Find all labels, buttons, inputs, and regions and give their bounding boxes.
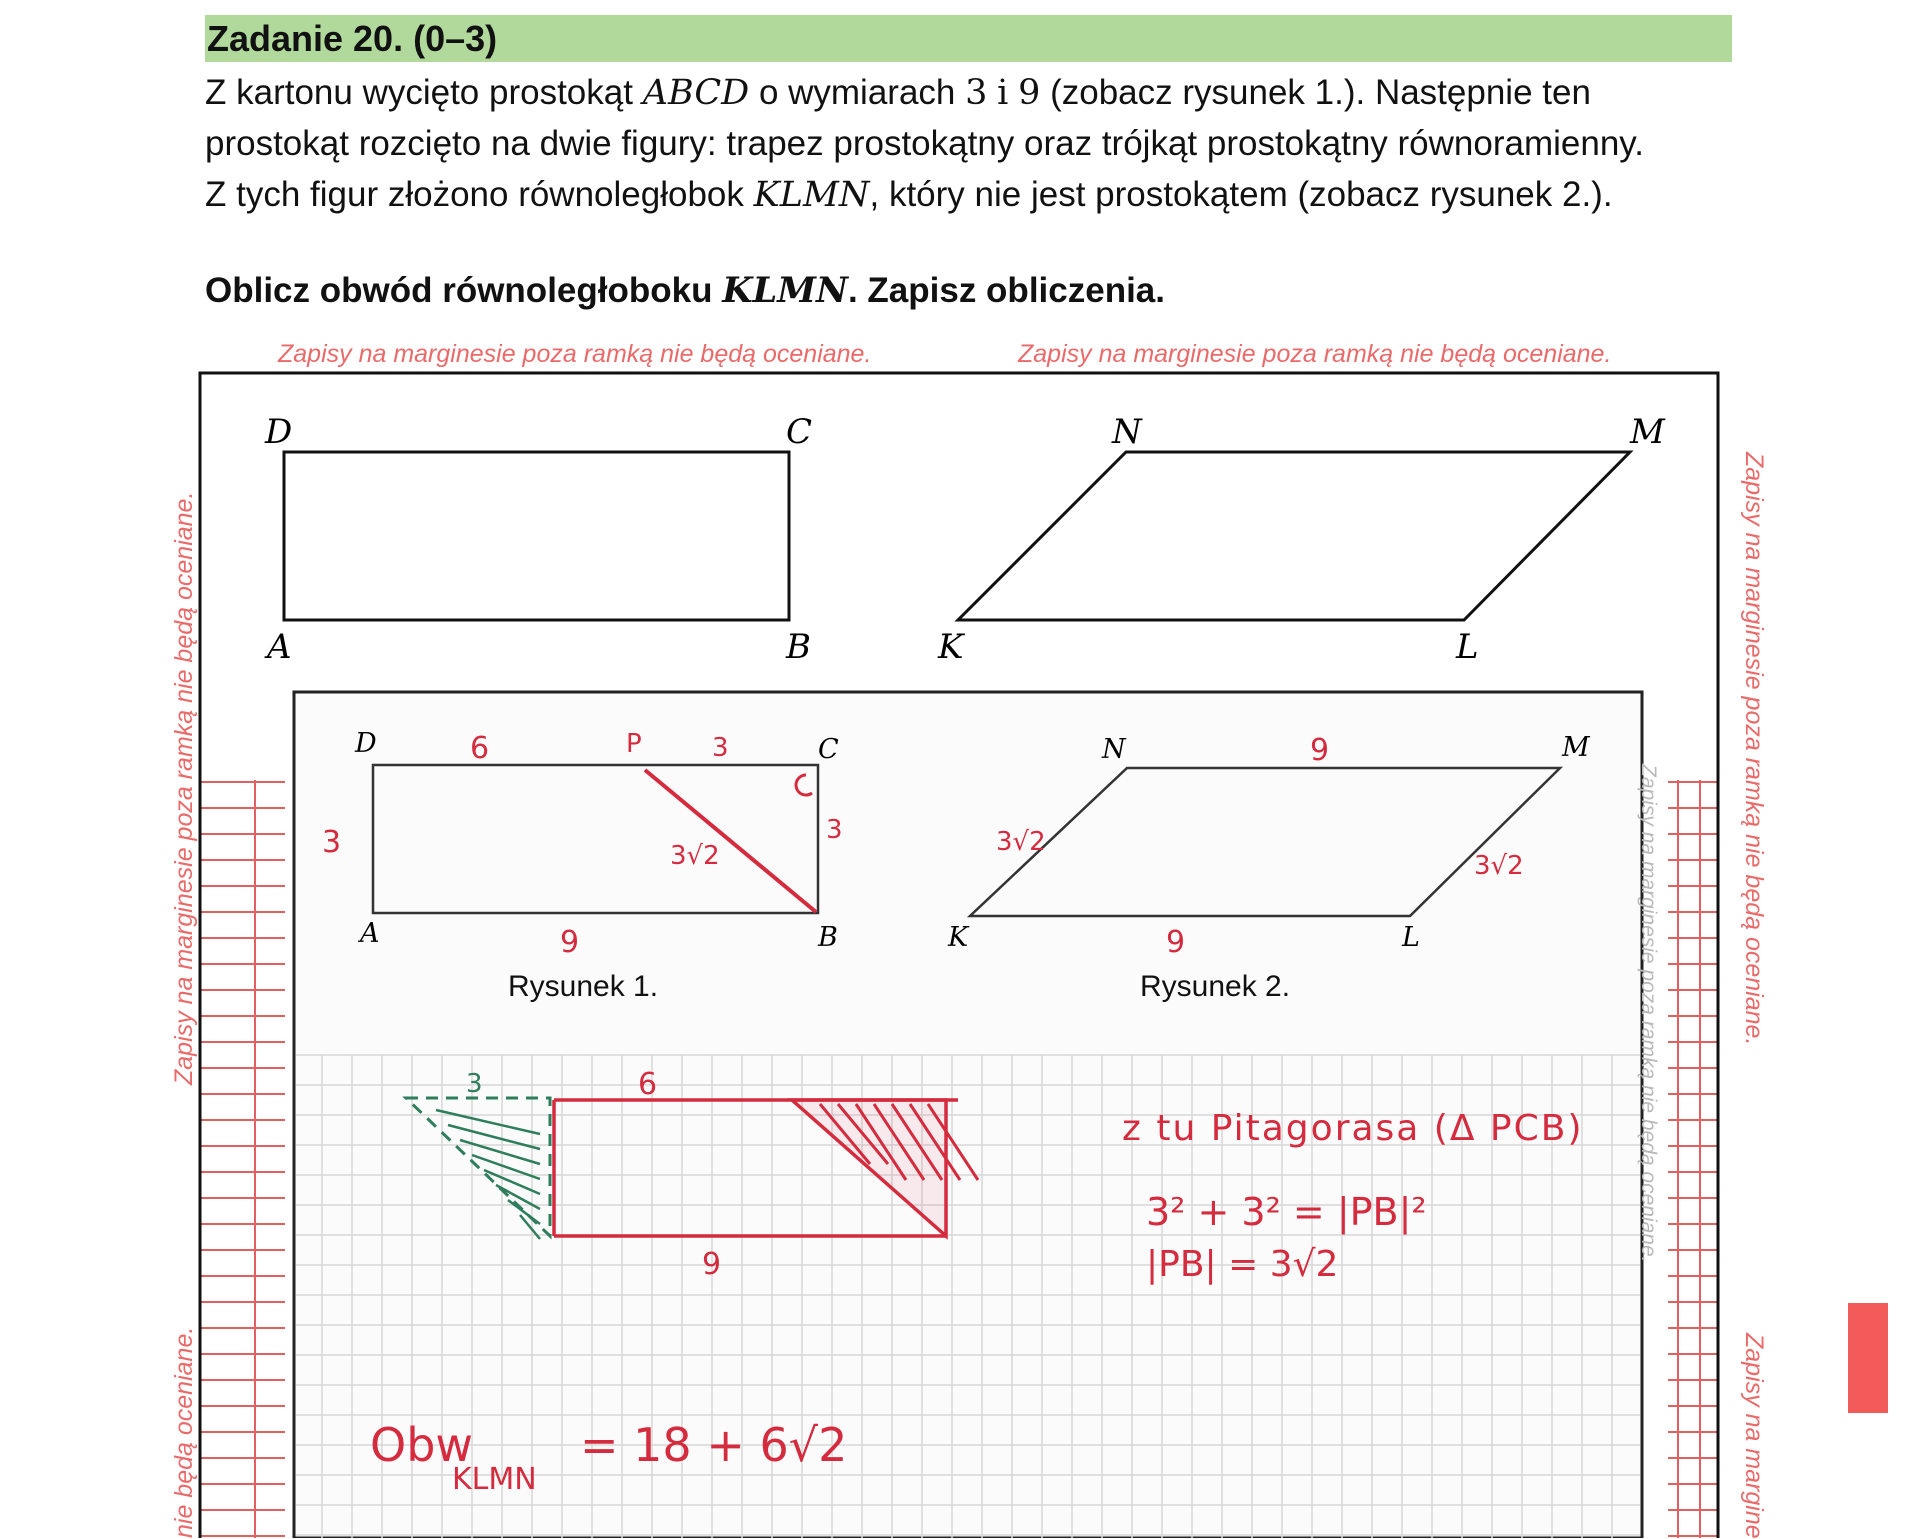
intro-text: , który nie jest prostokątem (zobacz rysunek 2.). xyxy=(869,175,1613,214)
result-value: = 18 + 6√2 xyxy=(580,1418,848,1472)
margin-note-top-left: Zapisy na marginesie poza ramką nie będą oceniane. xyxy=(278,340,872,368)
dimension-value: 9 xyxy=(1018,73,1041,113)
sketch-note-6: 6 xyxy=(638,1067,658,1102)
intro-line-2: prostokąt rozcięto na dwie figury: trapez prostokątny oraz trójkąt prostokątny równoramienny. xyxy=(205,124,1644,163)
note-point-p: P xyxy=(626,729,642,759)
intro-text: Z tych figur złożono równoległobok xyxy=(205,175,744,214)
note-segment-3-top: 3 xyxy=(712,733,729,763)
scan-rectangle-abcd xyxy=(373,765,818,913)
parallelogram-name: KLMN xyxy=(753,175,870,215)
note-top-9: 9 xyxy=(1310,733,1330,768)
right-margin-grid xyxy=(1668,780,1718,1538)
note-right-side: 3√2 xyxy=(1474,851,1524,881)
intro-text: (zobacz rysunek 1.). Następnie ten xyxy=(1050,73,1591,112)
scan-label-d: D xyxy=(355,728,377,759)
left-margin-grid xyxy=(200,780,285,1538)
solution-line-2: 3² + 3² = |PB|² xyxy=(1146,1190,1427,1234)
note-side-3-left: 3 xyxy=(322,825,342,860)
parallelogram-klmn xyxy=(958,452,1630,620)
rectangle-name: ABCD xyxy=(642,73,750,113)
conjunction: i xyxy=(997,73,1009,113)
label-vertex-l: L xyxy=(1456,627,1479,667)
figure-1-caption: Rysunek 1. xyxy=(508,970,659,1003)
scan-label-b: B xyxy=(818,922,838,953)
margin-note-right: Zapisy na marginesie poza ramką nie będą oceniane. xyxy=(1740,452,1768,1046)
label-vertex-a: A xyxy=(267,627,292,667)
note-segment-6: 6 xyxy=(470,731,490,766)
margin-note-top-right: Zapisy na marginesie poza ramką nie będą oceniane. xyxy=(1018,340,1612,368)
sketch-note-9: 9 xyxy=(702,1247,722,1282)
rectangle-abcd xyxy=(284,452,789,620)
figure-2-caption: Rysunek 2. xyxy=(1140,970,1291,1003)
note-side-3-right: 3 xyxy=(826,815,843,845)
scan-label-n: N xyxy=(1102,734,1126,765)
label-vertex-m: M xyxy=(1630,412,1665,452)
label-vertex-d: D xyxy=(265,412,293,452)
scan-label-c: C xyxy=(818,734,839,765)
scan-margin-note: Zapisy na marginesie poza ramką nie będą oceniane. xyxy=(1637,764,1660,1263)
result-label: Obw xyxy=(370,1418,474,1472)
scan-label-m: M xyxy=(1562,732,1590,763)
label-vertex-c: C xyxy=(786,412,813,452)
margin-note-right-cut: Zapisy na margine xyxy=(1740,1333,1768,1539)
note-bottom-9-fig2: 9 xyxy=(1166,925,1186,960)
margin-note-left-cut: nie będą oceniane. xyxy=(170,1326,198,1538)
sketch-note-3: 3 xyxy=(466,1069,483,1099)
note-diagonal: 3√2 xyxy=(670,841,720,871)
note-left-side: 3√2 xyxy=(996,827,1046,857)
label-vertex-n: N xyxy=(1112,412,1142,452)
parallelogram-name: KLMN xyxy=(722,270,848,311)
task-text: Oblicz obwód równoległoboku xyxy=(205,271,713,310)
note-bottom-9: 9 xyxy=(560,925,580,960)
scan-label-l: L xyxy=(1402,922,1420,953)
solution-line-3: |PB| = 3√2 xyxy=(1146,1244,1339,1285)
task-text: . Zapisz obliczenia. xyxy=(847,271,1165,310)
intro-text: Z kartonu wycięto prostokąt xyxy=(205,73,633,112)
side-scroll-tab[interactable] xyxy=(1848,1303,1888,1413)
scan-label-k: K xyxy=(948,922,969,953)
label-vertex-b: B xyxy=(786,627,811,667)
dimension-value: 3 xyxy=(965,73,988,113)
result-subscript: KLMN xyxy=(452,1462,537,1497)
solution-line-1: z tu Pitagorasa (Δ PCB) xyxy=(1122,1108,1584,1149)
intro-text: o wymiarach xyxy=(758,73,956,112)
task-header: Zadanie 20. (0–3) xyxy=(205,15,1732,62)
scan-label-a: A xyxy=(360,918,380,949)
margin-note-left: Zapisy na marginesie poza ramką nie będą oceniane. xyxy=(170,491,198,1085)
label-vertex-k: K xyxy=(938,627,964,667)
